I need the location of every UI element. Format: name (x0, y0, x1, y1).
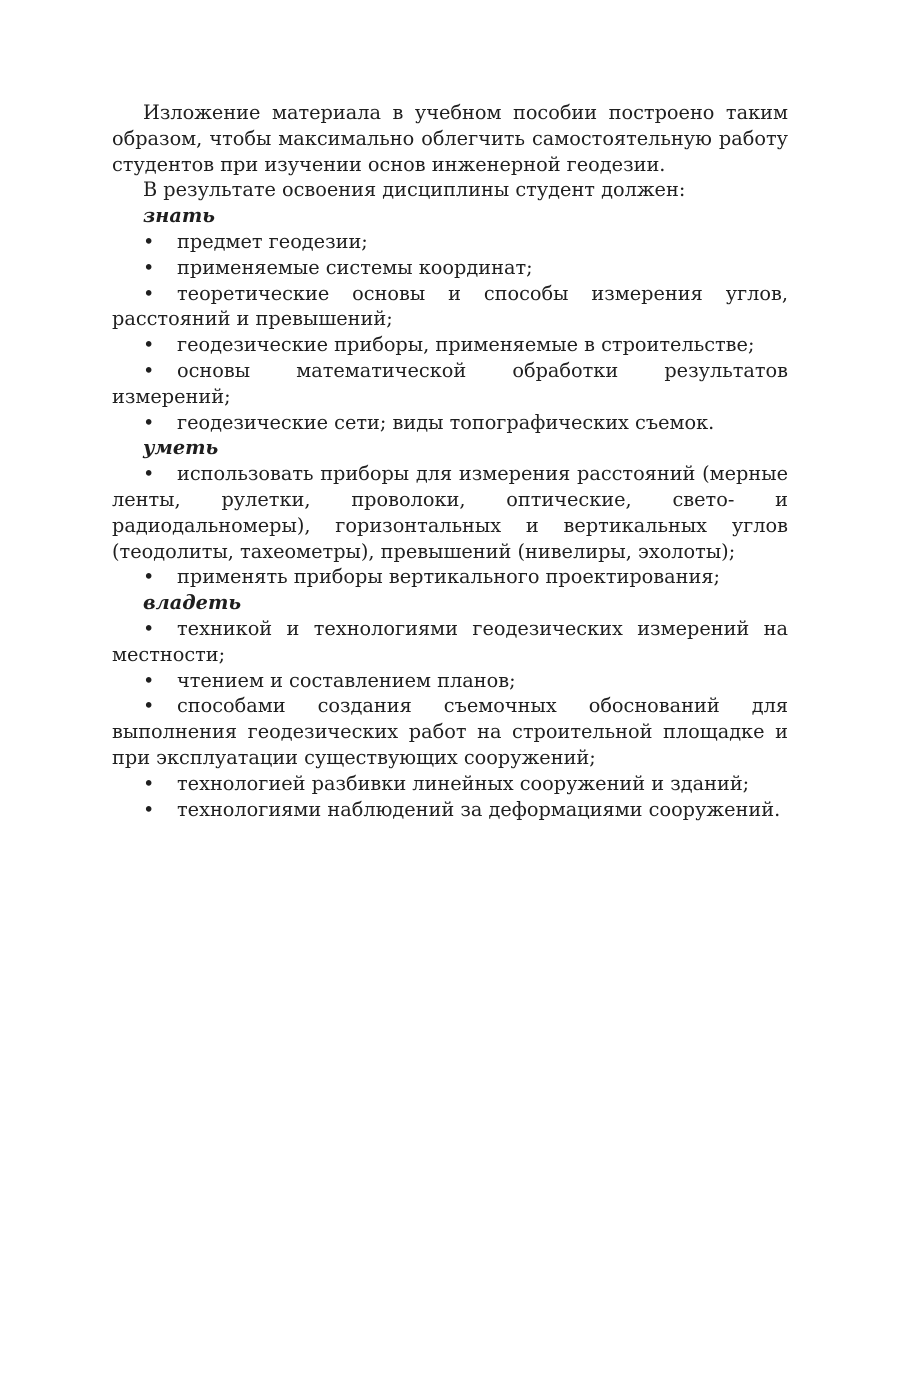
page-body (112, 100, 788, 822)
bullet-icon: • (143, 358, 155, 382)
section-heading-know: знать (143, 204, 215, 228)
bullet-icon: • (143, 255, 155, 279)
bullet-icon: • (143, 797, 155, 821)
list-item: • технологиями наблюдений за деформациями сооружений. (143, 797, 781, 821)
bullet-icon: • (143, 616, 155, 640)
list-item: • техникой и технологиями геодезических измерений на местности; (112, 616, 788, 666)
bullet-icon: • (143, 333, 155, 357)
list-item: • способами создания съемочных обоснований для выполнения геодезических работ на строительной площадке и при эксплуатации существующих сооружений; (112, 694, 788, 769)
bullet-icon: • (143, 281, 155, 305)
section-heading-can: уметь (143, 436, 219, 460)
list-item: • предмет геодезии; (143, 229, 368, 253)
intro-requirements: В результате освоения дисциплины студент должен: (143, 178, 686, 202)
list-item: • технологией разбивки линейных сооружений и зданий; (143, 771, 750, 795)
bullet-icon: • (143, 410, 155, 434)
section-heading-master: владеть (143, 591, 242, 615)
bullet-icon: • (143, 771, 155, 795)
bullet-icon: • (143, 668, 155, 692)
bullet-icon: • (143, 565, 155, 589)
bullet-icon: • (143, 694, 155, 718)
bullet-icon: • (143, 229, 155, 253)
list-item: • использовать приборы для измерения расстояний (мерные ленты, рулетки, проволоки, оптические, свето- и радиодальномеры), горизонтальных и вертикальных углов (теодолиты, тахеометры), превышений (нивелиры, эхолоты); (112, 462, 788, 563)
intro-paragraph: Изложение материала в учебном пособии построено таким образом, чтобы максимально облегчить самостоятельную работу студентов при изучении основ инженерной геодезии. (112, 101, 788, 176)
list-item: • чтением и составлением планов; (143, 668, 516, 692)
list-item: • применять приборы вертикального проектирования; (143, 565, 721, 589)
bullet-icon: • (143, 462, 155, 486)
list-item: • геодезические сети; виды топографических съемок. (143, 410, 715, 434)
list-item: • основы математической обработки результатов измерений; (112, 358, 788, 408)
list-item: • теоретические основы и способы измерения углов, расстояний и превышений; (112, 281, 788, 331)
list-item: • геодезические приборы, применяемые в строительстве; (143, 333, 755, 357)
list-item: • применяемые системы координат; (143, 255, 533, 279)
